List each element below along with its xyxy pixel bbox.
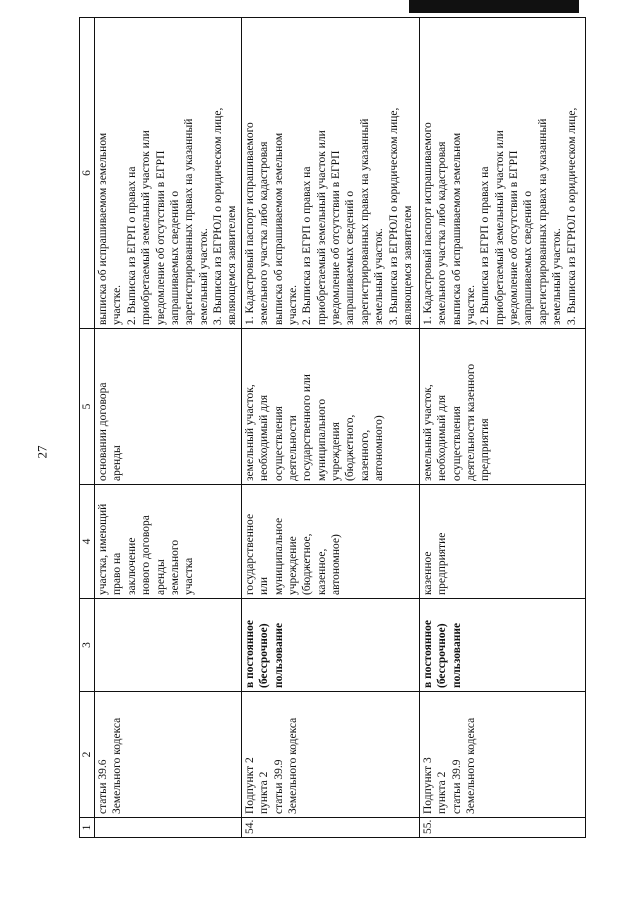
grounds-cell: земельный участок, необходимый для осуществления деятельности государственного или муниципального учреждения (бюджетного, казенного, автономного) xyxy=(241,329,419,485)
grounds-cell: земельный участок, необходимый для осуществления деятельности казенного предприятия xyxy=(419,329,585,485)
header-cell-5: 5 xyxy=(80,329,95,485)
table-row xyxy=(241,18,419,838)
page-number: 27 xyxy=(34,445,50,459)
legal-basis-cell: статьи 39.6 Земельного кодекса xyxy=(95,692,242,818)
header-cell-6: 6 xyxy=(80,18,95,329)
legal-basis-cell: Подпункт 3 пункта 2 статьи 39.9 Земельного кодекса xyxy=(419,692,585,818)
right-type-cell: в постоянное (бессрочное) пользование xyxy=(419,599,585,692)
document-table xyxy=(79,17,586,838)
legal-basis-cell: Подпункт 2 пункта 2 статьи 39.9 Земельного кодекса xyxy=(241,692,419,818)
right-type-cell: в постоянное (бессрочное) пользование xyxy=(241,599,419,692)
table-row xyxy=(419,18,585,838)
header-cell-1: 1 xyxy=(80,818,95,838)
header-cell-3: 3 xyxy=(80,599,95,692)
row-number: 54. xyxy=(241,818,419,838)
header-row xyxy=(80,18,95,838)
header-cell-2: 2 xyxy=(80,692,95,818)
documents-cell: 1. Кадастровый паспорт испрашиваемого земельного участка либо кадастровая выписка об испрашиваемом земельном участке. 2. Выписка из ЕГРП о правах на приобретаемый земельный участок или уведомление об отсутствии в ЕГРП запрашиваемых сведений о зарегистрированных правах на указанный земельный участок. 3. Выписка из ЕГРЮЛ о юридическом лице, xyxy=(419,18,585,329)
applicant-cell: участка, имеющий право на заключение нового договора аренды земельного участка xyxy=(95,485,242,599)
row-number: 55. xyxy=(419,818,585,838)
right-type-cell xyxy=(95,599,242,692)
table-row xyxy=(95,18,242,838)
scan-artifact-bar xyxy=(409,0,579,13)
row-number xyxy=(95,818,242,838)
applicant-cell: государственное или муниципальное учреждение (бюджетное, казенное, автономное) xyxy=(241,485,419,599)
rotated-table-wrapper xyxy=(79,18,584,838)
header-cell-4: 4 xyxy=(80,485,95,599)
grounds-cell: основании договора аренды xyxy=(95,329,242,485)
documents-cell: выписка об испрашиваемом земельном участке. 2. Выписка из ЕГРП о правах на приобретаемый земельный участок или уведомление об отсутствии в ЕГРП запрашиваемых сведений о зарегистрированных правах на указанный земельный участок. 3. Выписка из ЕГРЮЛ о юридическом лице, являющемся заявителем xyxy=(95,18,242,329)
documents-cell: 1. Кадастровый паспорт испрашиваемого земельного участка либо кадастровая выписка об испрашиваемом земельном участке. 2. Выписка из ЕГРП о правах на приобретаемый земельный участок или уведомление об отсутствии в ЕГРП запрашиваемых сведений о зарегистрированных правах на указанный земельный участок. 3. Выписка из ЕГРЮЛ о юридическом лице, являющемся заявителем xyxy=(241,18,419,329)
applicant-cell: казенное предприятие xyxy=(419,485,585,599)
